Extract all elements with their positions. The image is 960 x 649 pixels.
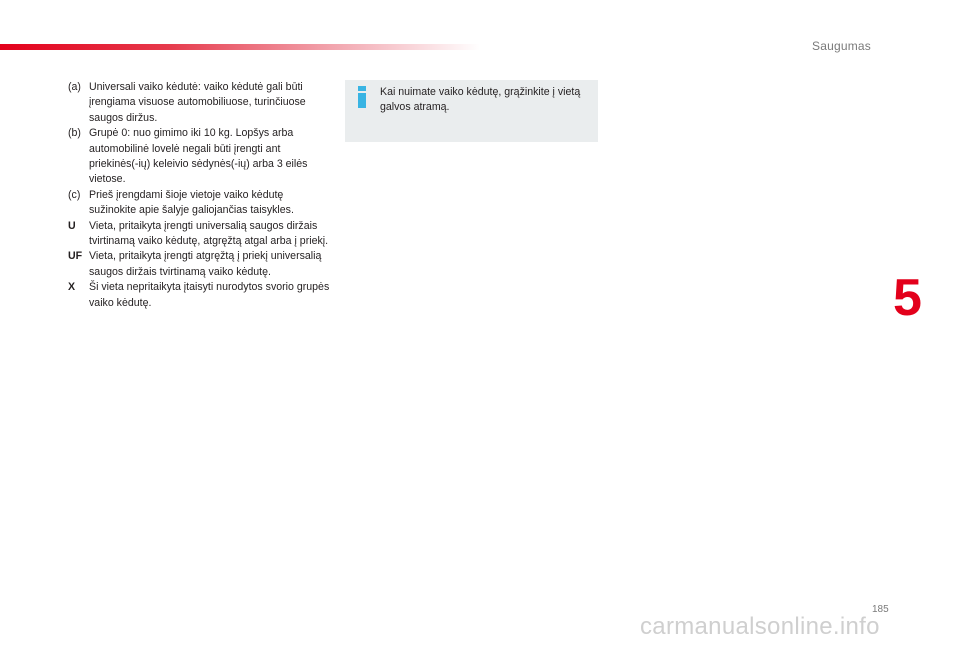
legend-key: X [68, 281, 76, 294]
legend-list [68, 80, 330, 311]
legend-item [68, 219, 330, 250]
legend-text: Universali vaiko kėdutė: vaiko kėdutė gali būti įrengiama visuose automobiliuose, turinčiuose saugos diržus. [89, 81, 306, 124]
chapter-number: 5 [893, 269, 922, 327]
legend-key: (a) [68, 81, 81, 93]
info-box [345, 80, 598, 142]
info-icon-stem [358, 93, 366, 108]
info-text: Kai nuimate vaiko kėdutę, grąžinkite į vietą galvos atramą. [380, 86, 581, 114]
legend-key: U [68, 219, 76, 232]
legend-item [68, 126, 330, 188]
legend-text: Ši vieta nepritaikyta įtaisyti nurodytos svorio grupės vaiko kėdutę. [89, 281, 330, 309]
watermark: carmanualsonline.info [640, 613, 880, 640]
legend-key: (b) [68, 127, 81, 140]
legend-text: Grupė 0: nuo gimimo iki 10 kg. Lopšys arba automobilinė lovelė negali būti įrengti ant priekinės(-ių) keleivio sėdynės(-ių) arba 3 eilės vietose. [89, 127, 308, 186]
legend-text: Prieš įrengdami šioje vietoje vaiko kėdutę sužinokite apie šalyje galiojančias taisykles. [89, 188, 294, 217]
legend-item [68, 249, 330, 280]
legend-key: UF [68, 250, 83, 263]
legend-text: Vieta, pritaikyta įrengti atgręžtą į priekį universalią saugos diržais tvirtinamą vaiko kėdutę. [89, 250, 322, 278]
section-title: Saugumas [812, 39, 871, 53]
legend-item [68, 280, 330, 311]
legend-item [68, 188, 330, 219]
page-number: 185 [872, 604, 889, 615]
info-icon [358, 86, 366, 108]
legend-text: Vieta, pritaikyta įrengti universalią saugos diržais tvirtinamą vaiko kėdutę, atgręžtą atgal arba į priekį. [89, 219, 329, 248]
legend-item [68, 80, 330, 126]
legend-key: (c) [68, 188, 81, 201]
info-icon-dot [358, 86, 366, 91]
header-accent-bar [0, 44, 480, 50]
